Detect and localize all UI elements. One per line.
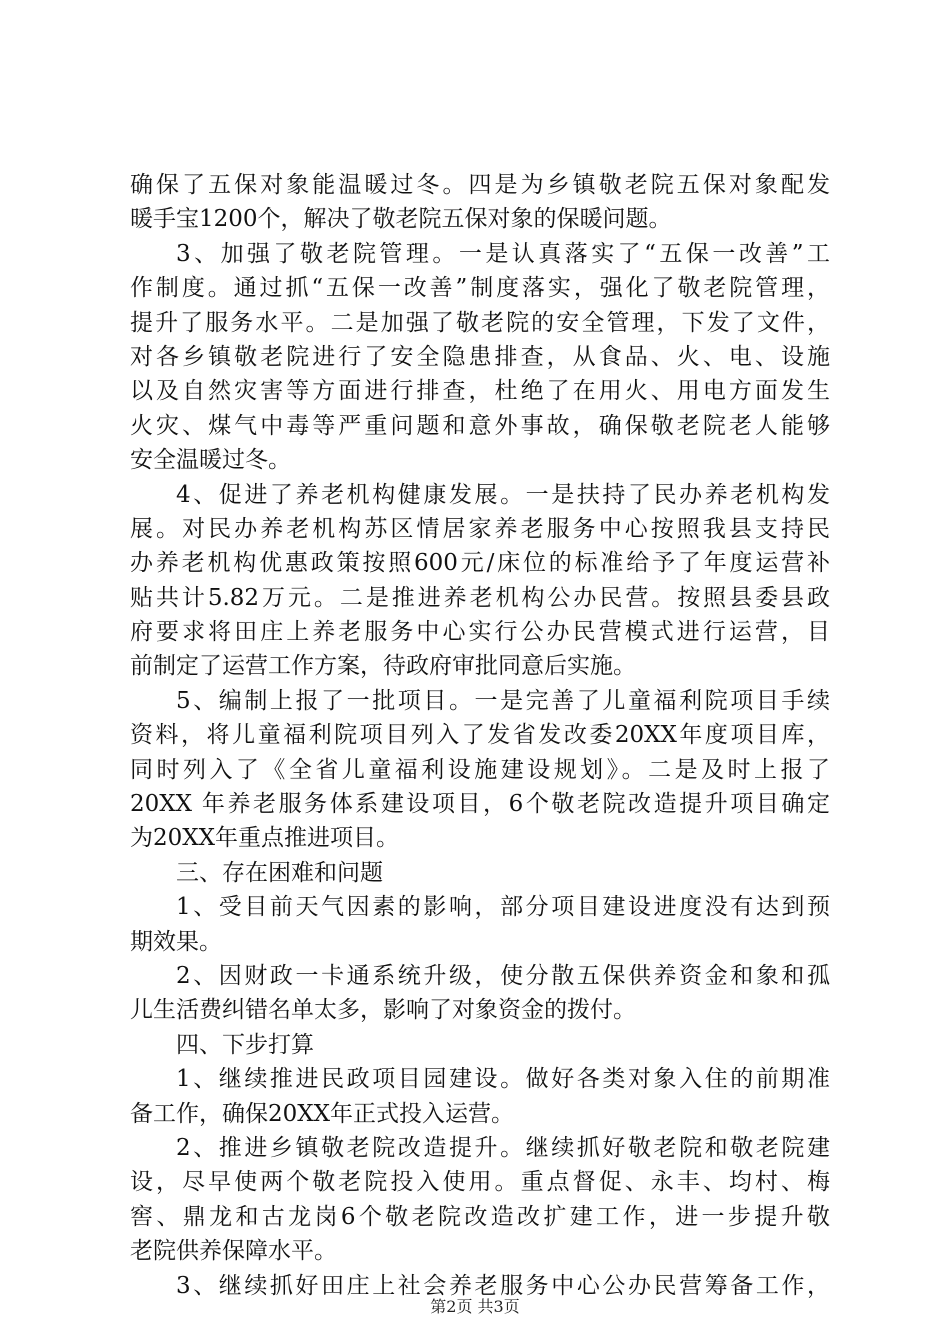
text-line: 备工作，确保20XX年正式投入运营。: [130, 1100, 515, 1127]
text-line: 2、推进乡镇敬老院改造提升。继续抓好敬老院和敬老院建: [176, 1134, 830, 1161]
text-line: 为20XX年重点推进项目。: [130, 825, 400, 852]
text-line: 期效果。: [130, 928, 222, 955]
text-line: 暖手宝1200个，解决了敬老院五保对象的保暖问题。: [130, 206, 672, 233]
document-body: [130, 168, 830, 1303]
text-line: 3、加强了敬老院管理。一是认真落实了“五保一改善”工: [176, 240, 830, 267]
text-line: 作制度。通过抓“五保一改善”制度落实，强化了敬老院管理，: [130, 275, 830, 302]
text-line: 府要求将田庄上养老服务中心实行公办民营模式进行运营，目: [130, 619, 830, 646]
text-line: 1、受目前天气因素的影响，部分项目建设进度没有达到预: [176, 894, 830, 921]
text-line: 安全温暖过冬。: [130, 447, 291, 474]
text-line: 前制定了运营工作方案，待政府审批同意后实施。: [130, 653, 636, 680]
text-line: 老院供养保障水平。: [130, 1238, 337, 1265]
text-line: 4、促进了养老机构健康发展。一是扶持了民办养老机构发: [176, 481, 830, 508]
text-line: 2、因财政一卡通系统升级，使分散五保供养资金和象和孤: [176, 962, 830, 989]
text-line: 贴共计5.82万元。二是推进养老机构公办民营。按照县委县政: [130, 584, 830, 611]
text-line: 对各乡镇敬老院进行了安全隐患排查，从食品、火、电、设施: [130, 343, 830, 370]
page-footer: [0, 1297, 950, 1317]
text-line: 三、存在困难和问题: [176, 859, 383, 886]
text-line: 展。对民办养老机构苏区情居家养老服务中心按照我县支持民: [130, 515, 830, 542]
text-line: 资料，将儿童福利院项目列入了发省发改委20XX年度项目库，: [130, 722, 830, 749]
text-line: 火灾、煤气中毒等严重问题和意外事故，确保敬老院老人能够: [130, 412, 830, 439]
text-line: 同时列入了《全省儿童福利设施建设规划》。二是及时上报了: [130, 756, 830, 783]
text-line: 提升了服务水平。二是加强了敬老院的安全管理，下发了文件，: [130, 309, 830, 336]
text-line: 以及自然灾害等方面进行排查，杜绝了在用火、用电方面发生: [130, 378, 830, 405]
text-line: 1、继续推进民政项目园建设。做好各类对象入住的前期准: [176, 1066, 830, 1093]
text-line: 5、编制上报了一批项目。一是完善了儿童福利院项目手续: [176, 687, 830, 714]
text-line: 办养老机构优惠政策按照600元/床位的标准给予了年度运营补: [130, 550, 830, 577]
text-line: 设，尽早使两个敬老院投入使用。重点督促、永丰、均村、梅: [130, 1169, 830, 1196]
text-line: 20XX 年养老服务体系建设项目，6个敬老院改造提升项目确定: [130, 791, 830, 818]
text-line: 四、下步打算: [176, 1031, 314, 1058]
page-number-label: 第2页 共3页: [430, 1297, 520, 1316]
text-line: 儿生活费纠错名单太多，影响了对象资金的拨付。: [130, 997, 636, 1024]
text-line: 确保了五保对象能温暖过冬。四是为乡镇敬老院五保对象配发: [130, 172, 830, 198]
text-line: 窖、鼎龙和古龙岗6个敬老院改造改扩建工作，进一步提升敬: [130, 1203, 830, 1230]
text-line: 3、继续抓好田庄上社会养老服务中心公办民营筹备工作，: [176, 1272, 830, 1299]
